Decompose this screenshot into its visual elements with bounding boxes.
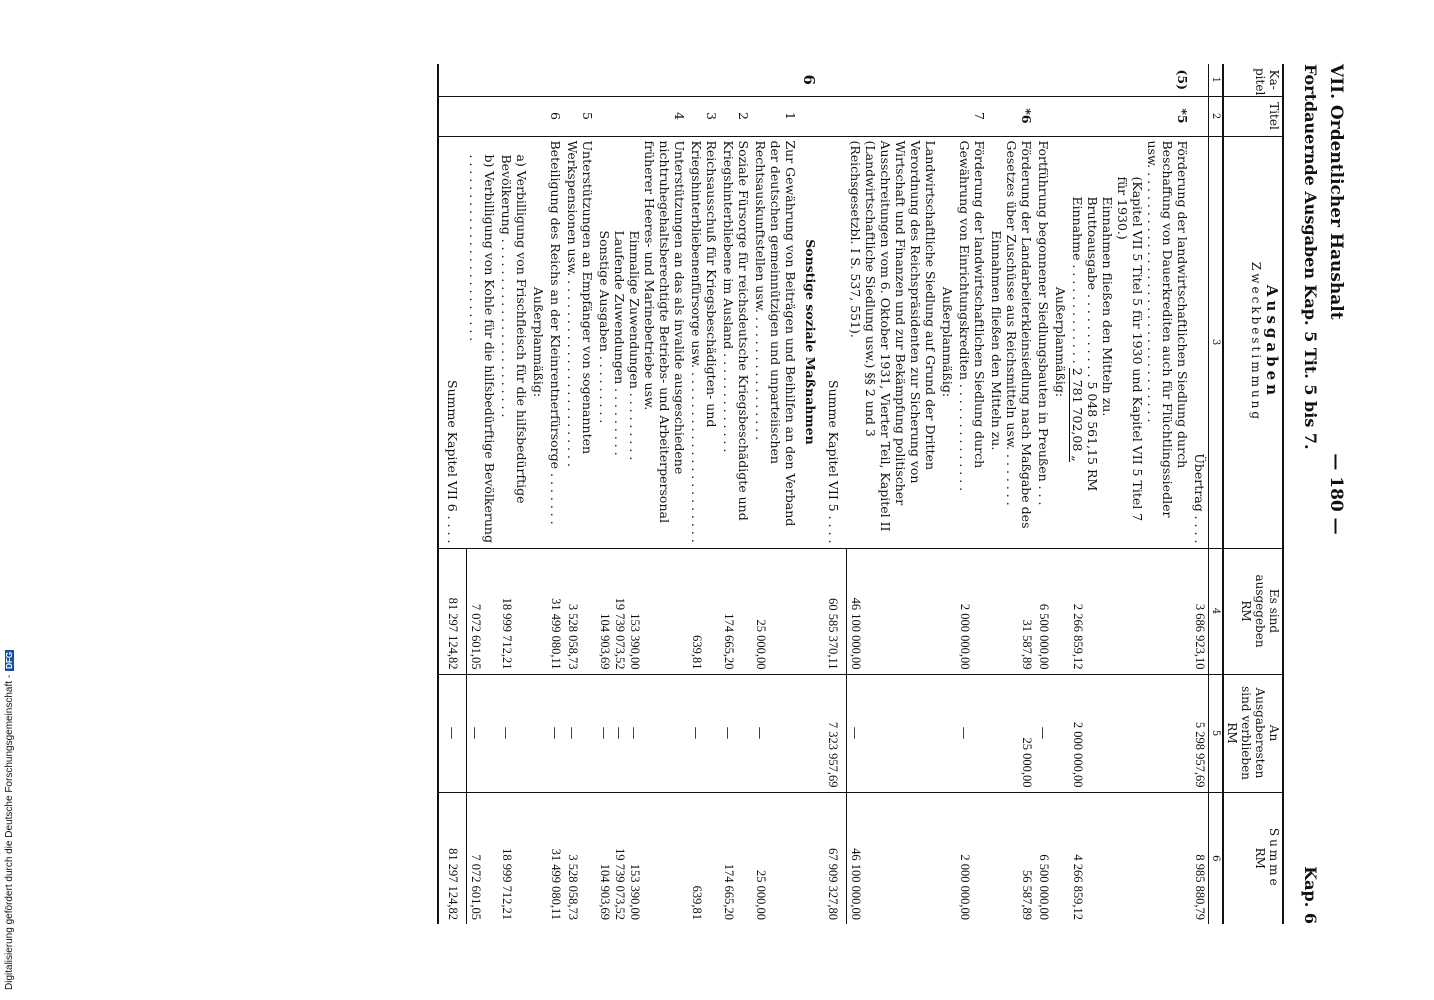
cell-summe: 31 499 080,11	[548, 792, 565, 924]
table-row	[565, 64, 597, 924]
cell-kapitel: 6	[800, 74, 819, 85]
cell-ausgegeben: 81 297 124,82	[438, 548, 467, 674]
cell-summe	[597, 792, 689, 924]
row-text: Landwirtschaftliche Siedlung auf Grund der Dritten Verordnung des Reichspräsidenten zur Sicherung von Wirtschaft und Finanzen und zur Bekämpfung politischer Ausschreitungen vom 6. Oktober 1931, Vierter Teil, Kapitel II (Landwirtschaftliche Siedlung usw.) §§ 2 und 3 (Reichsgesetzbl. I S. 537, 551).	[847, 136, 939, 548]
column-numbers	[1209, 64, 1224, 924]
cell-ausgabereste: —	[956, 674, 988, 792]
col-kapitel: Ka- pitel	[1223, 64, 1283, 96]
cell-titel: 6	[548, 96, 565, 136]
row-note: Einnahmen fließen den Mitteln zu.	[1100, 196, 1115, 417]
value: —	[597, 726, 613, 740]
cell-ausgabereste: —	[548, 674, 565, 792]
page-number: — 180 —	[1326, 453, 1346, 535]
col-num: 6	[1209, 792, 1224, 924]
dfg-logo: DFG	[5, 651, 14, 669]
chapter-title: Sonstige soziale Maßnahmen	[800, 136, 820, 548]
cell-ausgegeben: 46 100 000,00	[847, 548, 939, 674]
table-row	[1191, 64, 1209, 924]
cell-ausgabereste: —	[467, 674, 499, 792]
cell-summe: 6 500 000,00	[1035, 792, 1052, 924]
sum-row	[438, 64, 467, 924]
row-text: Förderung der landwirtschaftlichen Siedlung durch Beschaffung von Dauerkrediten auch für Flüchtlingssiedler usw. . . . . . . . . . . . . . . . . . . . . . . . . . . . . . . . .	[1145, 140, 1190, 518]
table-row	[531, 64, 548, 924]
value: —	[612, 726, 628, 740]
cell-ausgabereste: 25 000,00	[988, 674, 1035, 792]
cell-ausgegeben: 2 266 859,12	[1069, 548, 1191, 674]
sum-label: Summe Kapitel VII 5 . . . .	[820, 136, 848, 548]
col-ausgabereste-label: An Ausgaberesten sind verblieben	[1239, 686, 1281, 780]
cell-summe: 3 528 058,73	[565, 792, 597, 924]
value: 153 390,00	[628, 863, 643, 920]
cell-titel: 7	[956, 96, 988, 136]
cell-titel: 4	[597, 96, 689, 136]
row-text: Förderung der landwirtschaftlichen Siedlung durch Gewährung von Einrichtungskrediten . . . . . . . . . . . . . .	[956, 136, 988, 548]
cell-ausgegeben: 7 072 601,05	[467, 548, 499, 674]
table-row	[721, 64, 753, 924]
cell-zweck	[1069, 136, 1191, 548]
cell-summe: 4 266 859,12	[1069, 792, 1191, 924]
ausserplanmaessig-label: Außerplanmäßig:	[939, 136, 956, 548]
cell-summe: 18 999 712,21	[499, 792, 531, 924]
unit-label: RM	[1225, 722, 1239, 744]
cell-ausgegeben: 639,81	[689, 548, 721, 674]
value: 153 390,00	[628, 613, 643, 670]
row-ref: (Kapitel VII 5 Titel 5 für 1930 und Kapitel VII 5 Titel 7 für 1930.)	[1115, 176, 1145, 522]
footer-text: Digitalisierung gefördert durch die Deutsche Forschungsgemeinschaft -	[4, 674, 15, 990]
cell-ausgegeben: 2 000 000,00	[956, 548, 988, 674]
table-row	[548, 64, 565, 924]
cell-ausgabereste: —	[499, 674, 531, 792]
brutto-value: 5 048 561,15 RM	[1085, 381, 1100, 492]
cell-kapitel: (5)	[1175, 69, 1190, 91]
cell-summe: 25 000,00	[753, 792, 800, 924]
cell-ausgabereste: —	[689, 674, 721, 792]
cell-summe: 56 587,89	[988, 792, 1035, 924]
col-num: 1	[1209, 64, 1224, 96]
row-text: Reichsausschuß für Kriegsbeschädigten- und Kriegshinterbliebenenfürsorge usw. . . . . . . . . . . . . . . . . . . . . . .	[689, 136, 721, 548]
table-header	[1209, 64, 1284, 924]
col-summe	[1223, 792, 1283, 924]
section-title: VII. Ordentlicher Haushalt	[1326, 64, 1346, 320]
cell-ausgegeben: 3 528 058,73	[565, 548, 597, 674]
cell-titel: 3	[689, 96, 721, 136]
brutto-label: Bruttoausgabe . . . . . . . . . . .	[1085, 196, 1100, 378]
cell-titel: 5	[565, 96, 597, 136]
table-row	[988, 64, 1035, 924]
table-row	[1069, 64, 1191, 924]
row-text: Unterstützungen an Empfänger von sogenannten Werkspensionen usw. . . . . . . . . . . . . . . . . . . . . . . . .	[565, 136, 597, 548]
col-ausgegeben-label: Es sind ausgegeben	[1253, 574, 1281, 648]
unit-label: RM	[1253, 847, 1267, 869]
col-titel: Titel	[1223, 96, 1283, 136]
page-header	[1290, 64, 1350, 924]
table-row	[800, 64, 820, 924]
sub-item: Einmalige Zuwendungen . . . . . . . . .	[627, 230, 643, 461]
cell-summe: 639,81	[689, 792, 721, 924]
chapter-label: Kap. 6	[1301, 866, 1320, 924]
row-text: a) Verbilligung von Frischfleisch für die hilfsbedürftige Bevölkerung . . . . . . . . . . . . . . . . . . . . . . .	[499, 136, 531, 548]
budget-table	[437, 64, 1284, 924]
einnahme-label: Einnahme . . . . . . . . . . . . .	[1070, 196, 1085, 364]
cell-summe: 81 297 124,82	[438, 792, 467, 924]
cell-ausgegeben: 60 585 370,11	[820, 548, 848, 674]
col-zweckbestimmung: Zweckbestimmung	[1249, 261, 1263, 423]
table-row	[847, 64, 939, 924]
cell-ausgegeben: 18 999 712,21	[499, 548, 531, 674]
col-num: 4	[1209, 548, 1224, 674]
cell-titel: 2	[721, 96, 753, 136]
cell-ausgegeben: 31 499 080,11	[548, 548, 565, 674]
cell-summe: 8 985 880,79	[1191, 792, 1209, 924]
cell-ausgabereste: —	[847, 674, 939, 792]
cell-ausgabereste: —	[565, 674, 597, 792]
value: 19 739 073,52	[613, 597, 628, 670]
table-row	[1052, 64, 1069, 924]
cell-summe: 2 000 000,00	[956, 792, 988, 924]
page	[90, 64, 1350, 924]
cell-ausgabereste	[597, 674, 689, 792]
col-ausgabereste	[1223, 674, 1283, 792]
cell-ausgegeben: 174 665,20	[721, 548, 753, 674]
value: 104 903,69	[598, 613, 613, 670]
cell-ausgegeben	[597, 548, 689, 674]
row-text: Beteiligung des Reichs an der Kleinrentnerfürsorge . . . . . . .	[548, 136, 565, 548]
value: 104 903,69	[598, 863, 613, 920]
cell-zweck	[988, 136, 1035, 548]
cell-summe: 67 909 327,80	[820, 792, 848, 924]
cell-ausgabereste: 2 000 000,00	[1069, 674, 1191, 792]
page-subtitle	[1301, 64, 1320, 924]
cell-zweck	[597, 136, 689, 548]
cell-ausgabereste: 7 323 957,69	[820, 674, 848, 792]
row-text: Soziale Fürsorge für reichsdeutsche Kriegsbeschädigte und Kriegshinterbliebene im Ausland . . . . . . . . . . . . .	[721, 136, 753, 548]
cell-ausgegeben: 6 500 000,00	[1035, 548, 1052, 674]
sub-item: Sonstige Ausgaben . . . . . . . . .	[597, 230, 613, 424]
col-ausgaben: Ausgaben	[1263, 284, 1281, 400]
table-row	[499, 64, 531, 924]
row-text: Förderung der Landarbeiterkleinsiedlung nach Maßgabe des Gesetzes über Zuschüsse aus Reichsmitteln usw. . . . . . . .	[1004, 140, 1034, 529]
cell-ausgabereste: —	[438, 674, 467, 792]
col-num: 5	[1209, 674, 1224, 792]
cell-ausgabereste: 5 298 957,69	[1191, 674, 1209, 792]
sum-label: Summe Kapitel VII 6 . . . .	[438, 136, 467, 548]
value: —	[627, 726, 643, 740]
col-num: 2	[1209, 96, 1224, 136]
sum-row	[820, 64, 848, 924]
value: 19 739 073,52	[613, 848, 628, 920]
table-row	[597, 64, 689, 924]
cell-ausgegeben: 3 686 923,10	[1191, 548, 1209, 674]
col-summe-label: Summe	[1267, 827, 1281, 889]
cell-summe: 174 665,20	[721, 792, 753, 924]
table-row	[753, 64, 800, 924]
row-text: Zur Gewährung von Beiträgen und Beihilfen an den Verband der deutschen gemeinnützigen und unparteiischen Rechtsauskunftstellen usw. . . . . . . . . . . . . . . . .	[753, 136, 800, 548]
cell-titel: *5	[1069, 96, 1191, 136]
einnahme-value: 2 781 702,08 „	[1070, 367, 1085, 462]
cell-summe: 46 100 000,00	[847, 792, 939, 924]
digitization-note-text	[4, 530, 20, 990]
cell-ausgegeben: 25 000,00	[753, 548, 800, 674]
row-note: Einnahmen fließen den Mitteln zu.	[989, 230, 1004, 451]
table-row	[467, 64, 499, 924]
table-row	[689, 64, 721, 924]
einnahme-line	[1070, 141, 1085, 544]
table-row	[956, 64, 988, 924]
col-num: 3	[1209, 136, 1224, 548]
ausserplanmaessig-label: Außerplanmäßig:	[1052, 136, 1069, 548]
subtitle-text: Fortdauernde Ausgaben Kap. 5 Tit. 5 bis 7.	[1301, 64, 1320, 450]
col-ausgegeben	[1223, 548, 1283, 674]
sub-item: Laufende Zuwendungen . . . . . . . . .	[612, 230, 628, 456]
row-text: Fortführung begonnener Siedlungsbauten in Preußen . . .	[1035, 136, 1052, 548]
row-text: Unterstützungen an das als invalide ausgeschiedene nichtruhegehaltsberechtigte Betriebs- und Arbeiterpersonal früherer Heeres- und Marinebetriebe usw.	[642, 140, 688, 523]
col-zweck	[1223, 136, 1283, 548]
cell-ausgabereste: —	[721, 674, 753, 792]
cell-ausgegeben: 31 587,89	[988, 548, 1035, 674]
uebertrag-label: Übertrag . . . .	[1191, 136, 1209, 548]
cell-summe: 7 072 601,05	[467, 792, 499, 924]
digitization-note	[4, 530, 20, 990]
brutto-line	[1085, 141, 1100, 544]
cell-titel: 1	[753, 96, 800, 136]
table-row	[1035, 64, 1052, 924]
ausserplanmaessig-label: Außerplanmäßig:	[531, 136, 548, 548]
cell-ausgabereste: —	[753, 674, 800, 792]
row-text: b) Verbilligung von Kohle für die hilfsbedürftige Bevölkerung . . . . . . . . . . . . . . . . . . . . . . . .	[467, 136, 499, 548]
unit-label: RM	[1239, 600, 1253, 622]
cell-ausgabereste: —	[1035, 674, 1052, 792]
cell-titel: *6	[988, 96, 1035, 136]
table-row	[939, 64, 956, 924]
